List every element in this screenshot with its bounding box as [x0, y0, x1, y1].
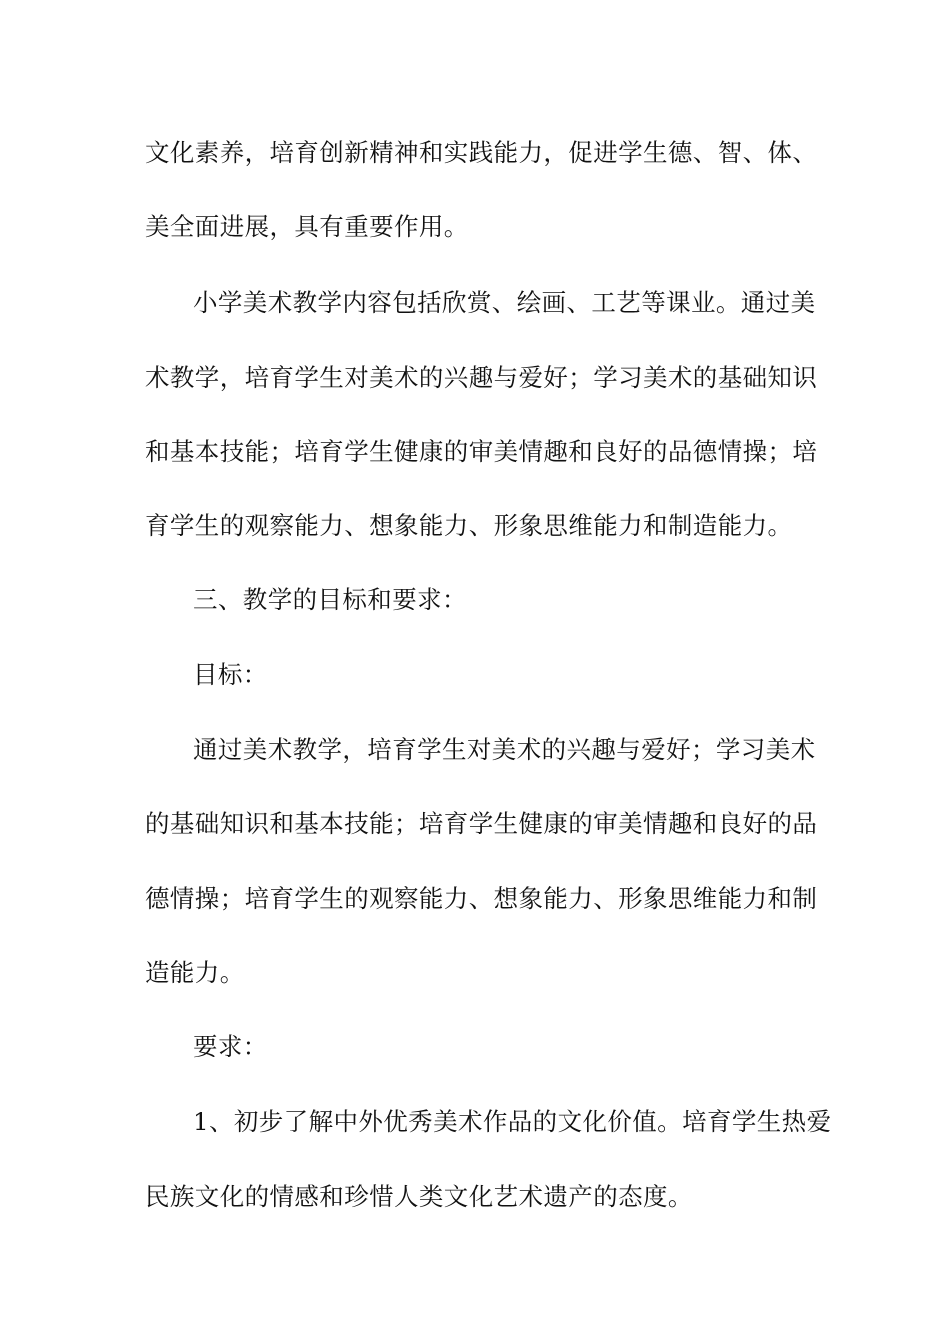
text-line: 德情操；培育学生的观察能力、想象能力、形象思维能力和制	[145, 884, 818, 913]
subheading-requirements: 要求：	[193, 1032, 268, 1061]
paragraph-start-line: 通过美术教学，培育学生对美术的兴趣与爱好；学习美术	[193, 735, 816, 764]
section-heading: 三、教学的目标和要求：	[193, 585, 467, 614]
text-line: 术教学，培育学生对美术的兴趣与爱好；学习美术的基础知识	[145, 363, 818, 392]
text-line: 育学生的观察能力、想象能力、形象思维能力和制造能力。	[145, 511, 793, 540]
text-line: 和基本技能；培育学生健康的审美情趣和良好的品德情操；培	[145, 437, 818, 466]
text-line: 造能力。	[145, 958, 245, 987]
text-line: 的基础知识和基本技能；培育学生健康的审美情趣和良好的品	[145, 809, 818, 838]
list-item-1: 1、初步了解中外优秀美术作品的文化价值。培育学生热爱	[193, 1107, 832, 1136]
text-line: 文化素养，培育创新精神和实践能力，促进学生德、智、体、	[145, 138, 818, 167]
text-line: 民族文化的情感和珍惜人类文化艺术遗产的态度。	[145, 1182, 693, 1211]
subheading-goal: 目标：	[193, 660, 268, 689]
text-line: 美全面进展，具有重要作用。	[145, 212, 469, 241]
paragraph-start-line: 小学美术教学内容包括欣赏、绘画、工艺等课业。通过美	[193, 288, 816, 317]
